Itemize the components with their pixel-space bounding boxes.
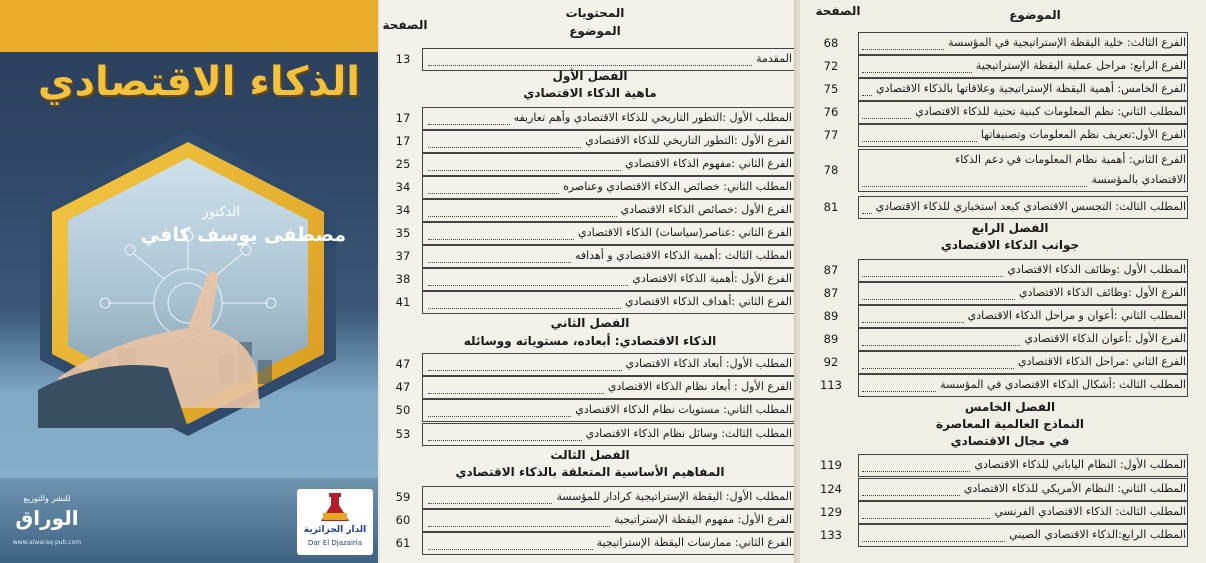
toc-entry-title: المطلب الثاني: نظم المعلومات كبنية تحتية للذكاء الاقتصادي xyxy=(915,105,1186,118)
toc-entry[interactable] xyxy=(380,354,796,374)
toc-entry-page-number: 59 xyxy=(395,490,411,504)
toc-leader-dots xyxy=(862,268,1003,277)
toc-entry-page-number: 76 xyxy=(823,105,839,119)
toc-entry[interactable] xyxy=(800,79,1206,99)
toc-entry-page-number: 81 xyxy=(823,200,839,214)
toc-entry-page-number: 34 xyxy=(395,180,411,194)
toc-entry[interactable] xyxy=(800,352,1206,372)
toc-entry-page-number: 129 xyxy=(820,505,842,519)
toc-entry[interactable] xyxy=(380,200,796,220)
toc-entry[interactable] xyxy=(800,150,1206,190)
toc-entry[interactable] xyxy=(380,246,796,266)
toc-leader-dots xyxy=(428,432,582,441)
publisher-left-site: www.alwaraq-pub.com xyxy=(12,539,82,546)
toc-entry-page-number: 13 xyxy=(395,52,411,66)
toc-entry[interactable] xyxy=(800,197,1206,217)
toc-entry-page-number: 75 xyxy=(823,82,839,96)
toc-entry-page-number: 78 xyxy=(823,163,839,177)
toc-entry[interactable] xyxy=(800,283,1206,303)
toc-leader-dots xyxy=(428,541,593,550)
toc-entry-title: الفرع الثاني: ممارسات اليقظة الإستراتيجية xyxy=(596,536,792,549)
chapter-heading: المفاهيم الأساسية المتعلقة بالذكاء الاقتصادي xyxy=(455,465,725,479)
toc-entry-title: المطلب الأول: اليقظة الإستراتيجية كرادار للمؤسسة xyxy=(556,490,792,503)
toc-entry-page-number: 124 xyxy=(820,482,842,496)
toc-entry-page-number: 34 xyxy=(395,203,411,217)
toc-entry-page-number: 77 xyxy=(823,128,839,142)
toc-entry-title: المطلب الثاني :أعوان و مراحل الذكاء الاقتصادي xyxy=(967,309,1186,322)
toc-leader-dots xyxy=(428,185,559,194)
toc-entry-page-number: 60 xyxy=(395,513,411,527)
toc-leader-dots xyxy=(862,360,1014,369)
flask-logo-icon xyxy=(297,489,373,525)
toc-entry[interactable] xyxy=(800,102,1206,122)
toc-entry-title: المطلب الثالث: الذكاء الاقتصادي الفرنسي xyxy=(994,505,1186,518)
toc-entry[interactable] xyxy=(380,154,796,174)
toc-leader-dots xyxy=(862,87,872,96)
toc-entry-title: الفرع الأول :أهمية الذكاء الاقتصادي xyxy=(632,272,792,285)
toc-entry[interactable] xyxy=(380,400,796,420)
author-prefix: الدكتور xyxy=(202,205,240,220)
toc-page-left xyxy=(380,0,796,563)
toc-entry-title: المطلب الأول :التطور التاريخي للذكاء الاقتصادي وأهم تعاريفه xyxy=(513,111,792,124)
toc-entry[interactable] xyxy=(800,306,1206,326)
toc-entry-title-continued: الاقتصادي بالمؤسسة xyxy=(1091,173,1186,186)
chapter-heading: الفصل الثالث xyxy=(550,448,630,462)
toc-leader-dots xyxy=(428,518,610,527)
chapter-heading: الفصل الخامس xyxy=(964,400,1056,414)
cover-top-band xyxy=(0,0,378,52)
toc-entry-title: الفرع الأول :خصائص الذكاء الاقتصادي xyxy=(620,203,792,216)
toc-leader-dots xyxy=(862,533,1005,542)
toc-leader-dots xyxy=(862,510,990,519)
chapter-heading: الفصل الأول xyxy=(552,69,628,83)
toc-entry-page-number: 53 xyxy=(395,427,411,441)
toc-entry[interactable] xyxy=(380,533,796,553)
toc-entry-title: الفرع الثاني :مراحل الذكاء الاقتصادي xyxy=(1017,355,1186,368)
toc-leader-dots xyxy=(862,383,936,392)
column-header-topic-right: الموضوع xyxy=(1009,8,1061,22)
toc-leader-dots xyxy=(428,57,752,66)
toc-entry-page-number: 87 xyxy=(823,263,839,277)
publisher-right-arabic: الدار الجزائرية xyxy=(303,525,367,535)
toc-entry-title: الفرع الأول :التطور التاريخي للذكاء الاقتصادي xyxy=(585,134,792,147)
toc-entry[interactable] xyxy=(380,108,796,128)
toc-leader-dots xyxy=(428,385,604,394)
toc-entry-title: الفرع الأول:تعريف نظم المعلومات وتصنيفاتها xyxy=(980,128,1186,141)
toc-entry[interactable] xyxy=(800,56,1206,76)
toc-entry[interactable] xyxy=(800,125,1206,145)
toc-entry-title: المطلب الثاني: خصائص الذكاء الاقتصادي وعناصره xyxy=(563,180,792,193)
column-header-topic: الموضوع xyxy=(569,24,621,38)
toc-leader-dots xyxy=(862,133,977,142)
toc-entry-title: المطلب الأول: النظام الياباني للذكاء الاقتصادي xyxy=(974,458,1186,471)
toc-entry-page-number: 37 xyxy=(395,249,411,263)
toc-leader-dots xyxy=(428,162,621,171)
publisher-left-name: الوراق xyxy=(15,506,79,530)
toc-entry-title: الفرع الأول :أعوان الذكاء الاقتصادي xyxy=(1024,332,1186,345)
toc-leader-dots xyxy=(428,139,581,148)
toc-entry-page-number: 89 xyxy=(823,309,839,323)
book-cover xyxy=(0,0,378,563)
author-name: مصطفى يوسف كافي xyxy=(140,224,346,246)
toc-entry[interactable] xyxy=(380,131,796,151)
toc-entry-title: المطلب الثالث :أشكال الذكاء الاقتصادي في المؤسسة xyxy=(940,378,1186,391)
toc-entry-title: المقدمة xyxy=(756,52,792,65)
toc-leader-dots xyxy=(428,408,571,417)
publisher-logo-dar-el-djazairia xyxy=(297,489,373,555)
toc-entry-title: المطلب الثالث: التجسس الاقتصادي كبعد استخباري للذكاء الاقتصادي xyxy=(875,200,1186,213)
toc-entry-title: المطلب الأول :وظائف الذكاء الاقتصادي xyxy=(1007,263,1186,276)
toc-entry-page-number: 35 xyxy=(395,226,411,240)
toc-entry-page-number: 133 xyxy=(820,528,842,542)
toc-entry-title: الفرع الثاني :أهداف الذكاء الاقتصادي xyxy=(625,295,792,308)
chapter-heading: جوانب الذكاء الاقتصادي xyxy=(940,238,1080,252)
toc-entry-title: الفرع الثاني :مفهوم الذكاء الاقتصادي xyxy=(625,157,792,170)
toc-leader-dots xyxy=(862,178,1087,187)
toc-entry-page-number: 61 xyxy=(395,536,411,550)
toc-entry[interactable] xyxy=(380,292,796,312)
toc-entry-title: المطلب الثاني: مستويات نظام الذكاء الاقتصادي xyxy=(575,403,792,416)
toc-entry[interactable] xyxy=(800,260,1206,280)
toc-entry-page-number: 68 xyxy=(823,36,839,50)
toc-leader-dots xyxy=(428,208,617,217)
toc-entry-page-number: 47 xyxy=(395,380,411,394)
toc-entry-page-number: 87 xyxy=(823,286,839,300)
toc-entry[interactable] xyxy=(380,223,796,243)
toc-leader-dots xyxy=(862,487,960,496)
cover-title: الذكاء الاقتصادي xyxy=(37,59,360,105)
toc-entry-page-number: 50 xyxy=(395,403,411,417)
toc-entry[interactable] xyxy=(380,377,796,397)
toc-entry-title: الفرع الأول : أبعاد نظام الذكاء الاقتصادي xyxy=(607,380,792,393)
chapter-heading: ماهية الذكاء الاقتصادي xyxy=(523,86,657,100)
toc-entry[interactable] xyxy=(800,455,1206,475)
toc-entry-title: الفرع الثاني: أهمية نظام المعلومات في دعم الذكاء xyxy=(955,153,1186,166)
chapter-heading: الفصل الثاني xyxy=(550,316,630,330)
toc-entry[interactable] xyxy=(380,424,796,444)
toc-entry[interactable] xyxy=(800,502,1206,522)
toc-entry-title: الفرع الخامس: أهمية اليقظة الإستراتيجية وعلاقاتها بالذكاء الاقتصادي xyxy=(875,82,1186,95)
toc-leader-dots xyxy=(428,254,571,263)
toc-leader-dots xyxy=(862,463,970,472)
cover-hexagon-illustration xyxy=(38,128,338,438)
toc-entry-page-number: 47 xyxy=(395,357,411,371)
toc-leader-dots xyxy=(428,231,574,240)
toc-leader-dots xyxy=(862,41,944,50)
toc-entry-title: المطلب الثاني: النظام الأمريكي للذكاء الاقتصادي xyxy=(963,482,1186,495)
publisher-left-small: للنشر والتوزيع xyxy=(23,494,71,503)
toc-entry-page-number: 119 xyxy=(820,458,842,472)
toc-entry-title: المطلب الثالث: وسائل نظام الذكاء الاقتصادي xyxy=(585,427,792,440)
toc-entry[interactable] xyxy=(800,525,1206,545)
toc-leader-dots xyxy=(862,64,972,73)
toc-page-right xyxy=(800,0,1206,563)
toc-leader-dots xyxy=(428,277,628,286)
toc-entry[interactable] xyxy=(800,479,1206,499)
toc-leader-dots xyxy=(862,314,964,323)
toc-leader-dots xyxy=(862,337,1020,346)
toc-leader-dots xyxy=(862,110,911,119)
toc-leader-dots xyxy=(428,362,622,371)
toc-entry[interactable] xyxy=(800,33,1206,53)
column-header-page: الصفحة xyxy=(382,18,428,32)
publisher-logo-alwaraq xyxy=(6,484,88,556)
toc-entry[interactable] xyxy=(380,269,796,289)
toc-entry-page-number: 41 xyxy=(395,295,411,309)
toc-entry-page-number: 38 xyxy=(395,272,411,286)
toc-entry[interactable] xyxy=(380,510,796,530)
toc-entry-title: الفرع الثالث: خلية اليقظة الإستراتيجية في المؤسسة xyxy=(948,36,1186,49)
toc-leader-dots xyxy=(428,300,621,309)
toc-entry-title: المطلب الثالث :أهمية الذكاء الاقتصادي و أهدافه xyxy=(575,249,792,262)
toc-leader-dots xyxy=(862,291,1015,300)
chapter-heading: في مجال الاقتصادي xyxy=(950,434,1070,448)
toc-entry-page-number: 25 xyxy=(395,157,411,171)
toc-entry[interactable] xyxy=(380,487,796,507)
toc-entry-title: المطلب الرابع:الذكاء الاقتصادي الصيني xyxy=(1009,528,1186,541)
toc-entry-page-number: 17 xyxy=(395,134,411,148)
toc-title: المحتويات xyxy=(565,6,625,20)
toc-entry-title: الفرع الرابع: مراحل عملية اليقظة الإستراتيجية xyxy=(975,59,1186,72)
toc-entry-title: الفرع الأول :وظائف الذكاء الاقتصادي xyxy=(1018,286,1186,299)
toc-entry[interactable] xyxy=(380,49,796,69)
toc-entry[interactable] xyxy=(800,375,1206,395)
toc-leader-dots xyxy=(428,116,510,125)
toc-entry-page-number: 72 xyxy=(823,59,839,73)
toc-entry-title: الفرع الثاني :عناصر(سياسات) الذكاء الاقتصادي xyxy=(578,226,792,239)
chapter-heading: الذكاء الاقتصادي: أبعاده، مستوياته ووسائله xyxy=(463,334,717,348)
toc-entry-page-number: 17 xyxy=(395,111,411,125)
toc-entry-page-number: 113 xyxy=(820,378,842,392)
column-header-page-right: الصفحة xyxy=(815,4,861,18)
toc-entry[interactable] xyxy=(800,329,1206,349)
toc-entry[interactable] xyxy=(380,177,796,197)
toc-leader-dots xyxy=(428,495,552,504)
toc-entry-page-number: 92 xyxy=(823,355,839,369)
publisher-right-latin: Dar El Djazairia xyxy=(307,539,363,547)
chapter-heading: الفصل الرابع xyxy=(971,221,1049,235)
toc-leader-dots xyxy=(862,205,872,214)
toc-entry-title: الفرع الأول: مفهوم اليقظة الإستراتيجية xyxy=(614,513,792,526)
chapter-heading: النماذج العالمية المعاصرة xyxy=(936,417,1084,431)
toc-entry-page-number: 89 xyxy=(823,332,839,346)
toc-entry-title: المطلب الأول: أبعاد الذكاء الاقتصادي xyxy=(625,357,792,370)
